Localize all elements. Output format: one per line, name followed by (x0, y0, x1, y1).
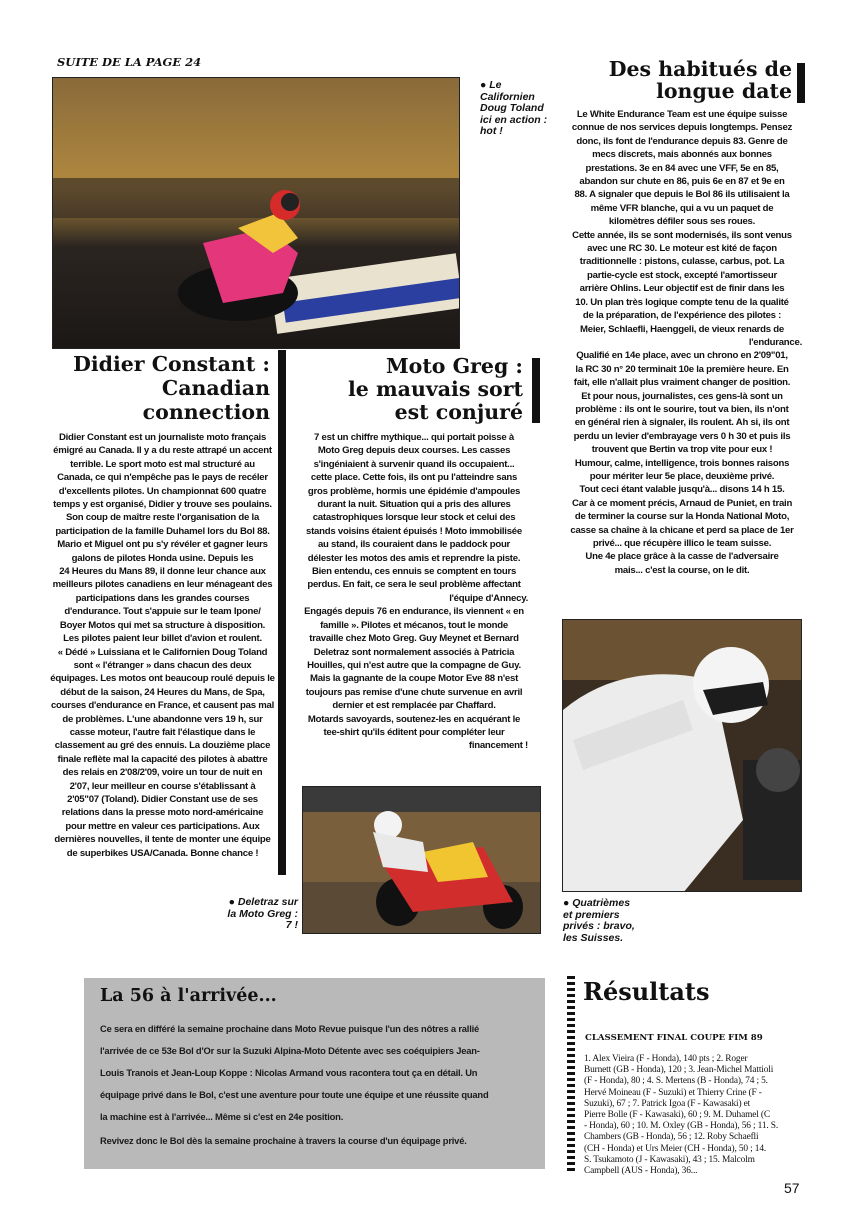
photo-doug-toland (52, 77, 460, 349)
photo-doug-toland-image (53, 78, 460, 349)
photo-white-endurance-image (563, 620, 802, 892)
headline-constant: Didier Constant : Canadian connection (73, 352, 270, 424)
results-checker-border-2 (571, 979, 575, 1174)
caption-deletraz: ● Deletraz sur la Moto Greg : 7 ! (227, 896, 298, 931)
headline-moto-greg: Moto Greg : le mauvais sort est conjuré (348, 354, 523, 424)
headline-habitues: Des habitués de longue date (608, 57, 792, 103)
box-la-56-title: La 56 à l'arrivée... (100, 986, 277, 1006)
photo-deletraz (302, 786, 541, 934)
box-la-56-body: Ce sera en différé la semaine prochaine dans Moto Revue puisque l'un des nôtres a rallié l'arrivée de ce 53e Bol d'Or sur la Suzuki Alpina-Moto Détente avec ses coéquipiers Jean- Louis Tranois et Jean-Loup Koppe : Nicolas Armand vous racontera tout ça en détail. Un équipage privé dans le Bol, c'est une aventure pour toute une équipe et une réussite quand la machine est à l'arrivée... Même si c'est en 24e position. Revivez donc le Bol dès la semaine prochaine à travers la course d'un équipage privé. (100, 1023, 489, 1146)
caption-doug-toland: ● Le Californien Doug Toland ici en action : hot ! (480, 79, 548, 137)
caption-white-endurance: ● Quatrièmes et premiers privés : bravo, les Suisses. (563, 897, 635, 944)
headline-bar-habitues (797, 63, 805, 103)
box-la-56 (84, 978, 545, 1169)
article-constant-body: Didier Constant est un journaliste moto français émigré au Canada. Il y a du reste attrapé un accent terrible. Le sport moto est mal structuré au Canada, ce qui n'empêche pas le pays de recéler d'excellents pilotes. Un championnat 600 quatre temps y est organisé, Didier y trouve ses poulains. Son coup de maître reste l'organisation de la participation de la famille Duhamel lors du Bol 88. Mario et Miguel ont pu s'y révéler et gagner leurs galons de pilotes Honda usine. Depuis les 24 Heures du Mans 89, il donne leur chance aux meilleurs pilotes canadiens en leur ménageant des participations dans les grandes courses d'endurance. Tout s'appuie sur le team Ipone/ Boyer Motos qui met sa structure à disposition. Les pilotes paient leur billet d'avion et roulent. « Dédé » Luissiana et le Californien Doug Toland sont « l'étranger » dans chacun des deux équipages. Les motos ont beaucoup roulé depuis le début de la saison, 24 Heures du Mans, de Spa, courses d'endurance en France, et causent pas mal de problèmes. L'une abandonne vers 19 h, sur casse moteur, l'autre fait l'élastique dans le classement au gré des ennuis. La douzième place finale reflète mal la capacité des pilotes à abattre des relais en 2'08/2'09, voire un tour de nuit en 2'07, leur meilleur en course s'établissant à 2'05"07 (Toland). Didier Constant use de ses relations dans la presse moto nord-américaine pour mettre en valeur ces participations. Aux dernières nouvelles, il tente de monter une équipe de superbikes USA/Canada. Bonne chance ! (50, 432, 275, 859)
results-subtitle: CLASSEMENT FINAL COUPE FIM 89 (585, 1033, 763, 1043)
continued-from-label: SUITE DE LA PAGE 24 (57, 55, 202, 69)
article-moto-greg-body: 7 est un chiffre mythique... qui portait poisse à Moto Greg depuis deux courses. Les casses s'ingéniaient à survenir quand ils occupaient... cette place. Cette fois, ils ont pu l'atteindre sans gros problème, hormis une épidémie d'ampoules durant la nuit. Situation qui a pris des allures catastrophiques lorsque leur stock et celui des stands voisins étaient épuisés ! Moto immobilisée au stand, ils couraient dans le paddock pour délester les motos des amis et reprendre la piste. Bien entendu, ces ennuis se comptent en tours perdus. En fait, ce sera le seul problème affectant l'équipe d'Annecy. Engagés depuis 76 en endurance, ils viennent « en famille ». Pilotes et mécanos, tout le monde travaille chez Moto Greg. Guy Meynet et Bernard Deletraz sont normalement associés à Patricia Houilles, qui n'est autre que la compagne de Guy. Mais la gagnante de la coupe Motor Eve 88 n'est toujours pas remise d'une chute survenue en avril dernier et est remplacée par Chaffard. Motards savoyards, soutenez-les en acquérant le tee-shirt qu'ils éditent pour compléter leur financement ! (304, 432, 528, 752)
article-habitues-body: Le White Endurance Team est une équipe suisse connue de nos services depuis longtemps. Pensez donc, ils font de l'endurance depuis 83. Genre de mecs discrets, mais abonnés aux bonnes prestations. 3e en 84 avec une VFF, 5e en 85, abandon sur chute en 86, puis 6e en 87 et 9e en 88. A signaler que depuis le Bol 86 ils utilisaient la même VFR blanche, qui a vu un paquet de kilomètres défiler sous ses roues. Cette année, ils se sont modernisés, ils sont venus avec une RC 30. Le moteur est kité de façon traditionnelle : pistons, culasse, carbus, pot. La partie-cycle est stock, excepté l'amortisseur arrière Ohlins. Leur objectif est de finir dans les 10. Un plan très logique compte tenu de la qualité de la préparation, de l'expérience des pilotes : Meier, Schlaefli, Haenggeli, de vieux renards de l'endurance. Qualifié en 14e place, avec un chrono en 2'09"01, la RC 30 n° 20 terminait 10e la première heure. En fait, elle n'allait plus vraiment changer de position. Et pour nous, journalistes, ces gens-là sont un problème : ils ont le sourire, tout va bien, ils n'ont en général rien à signaler, ils roulent. Ah si, ils ont perdu un levier d'embrayage vers 0 h 30 et puis ils trouvent que Bertin va trop vite pour eux ! Humour, calme, intelligence, trois bonnes raisons pour mériter leur 5e place, deuxième privé. Tout ceci étant valable jusqu'à... disons 14 h 15. Car à ce moment précis, Arnaud de Puniet, en train de terminer la course sur la Honda National Moto, casse sa chaîne à la chicane et perd sa place de 1er privé... que récupère illico le team suisse. Une 4e place grâce à la casse de l'adversaire mais... c'est la course, on le dit. (570, 109, 802, 576)
results-list: 1. Alex Vieira (F - Honda), 140 pts ; 2. Roger Burnett (GB - Honda), 120 ; 3. Jean-Michel Mattioli (F - Honda), 80 ; 4. S. Mertens (B - Honda), 74 ; 5. Hervé Moineau (F - Suzuki) et Thierry Crine (F - Suzuki), 67 ; 7. Patrick Igoa (F - Kawasaki) et Pierre Bolle (F - Kawasaki), 60 ; 9. M. Duhamel (C - Honda), 60 ; 10. M. Oxley (GB - Honda), 56 ; 11. S. Chambers (GB - Honda), 56 ; 12. Roby Schaefli (CH - Honda) et Urs Meier (CH - Honda), 50 ; 14. S. Tsukamoto (J - Kawasaki), 43 ; 15. Malcolm Campbell (AUS - Honda), 36... (584, 1054, 779, 1177)
photo-deletraz-image (303, 787, 541, 934)
column-rule-constant (278, 350, 286, 875)
results-title: Résultats (583, 977, 710, 1006)
photo-white-endurance (562, 619, 802, 892)
page-number: 57 (784, 1180, 800, 1196)
headline-bar-moto-greg (532, 358, 540, 423)
